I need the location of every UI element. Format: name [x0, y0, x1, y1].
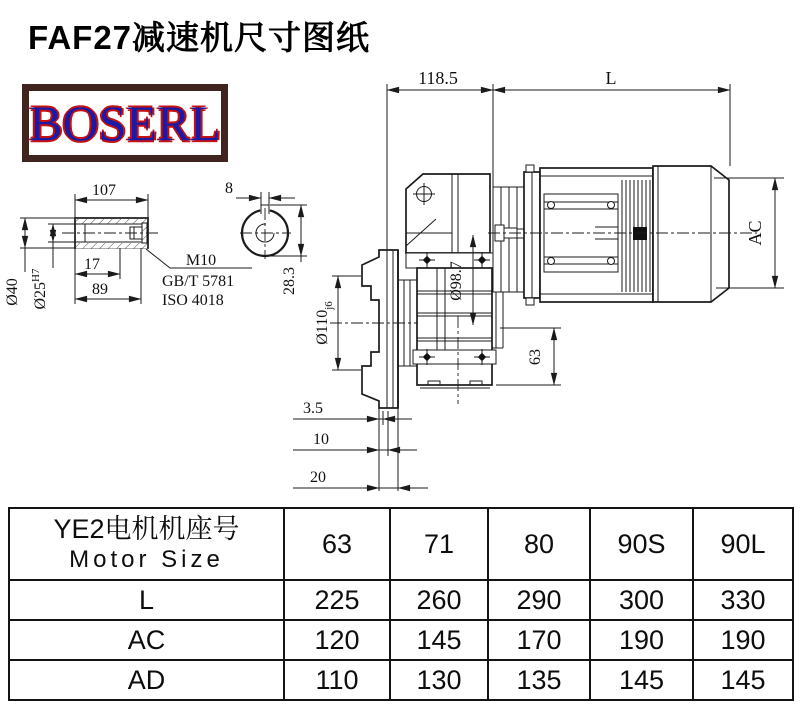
- table-col-90L: 90L: [693, 508, 793, 580]
- dim-20-label: 20: [310, 469, 326, 486]
- dim-d110j6-label: $Ø110_{j6}$: [314, 301, 335, 345]
- page-title: FAF27减速机尺寸图纸: [28, 19, 371, 56]
- table-cell: 130: [390, 660, 488, 700]
- table-cell: 135: [488, 660, 590, 700]
- motor-size-table: [8, 507, 794, 701]
- table-cell: 145: [390, 620, 488, 660]
- table-cell: 330: [693, 580, 793, 620]
- dim-10-label: 10: [313, 431, 329, 448]
- table-cell: 190: [693, 620, 793, 660]
- dim-35-label: 3.5: [303, 400, 323, 417]
- header-en: Motor Size: [69, 545, 224, 573]
- dim-63-label: 63: [527, 349, 544, 365]
- header-cn: YE2电机机座号: [53, 514, 240, 545]
- row-label: AC: [9, 620, 284, 660]
- row-label: L: [9, 580, 284, 620]
- table-cell: 120: [284, 620, 390, 660]
- table-cell: 110: [284, 660, 390, 700]
- table-col-71: 71: [390, 508, 488, 580]
- dim-89-label: 89: [92, 281, 108, 298]
- table-cell: 225: [284, 580, 390, 620]
- shaft-end-view: [225, 180, 307, 295]
- table-col-63: 63: [284, 508, 390, 580]
- dim-L-label: L: [605, 68, 617, 88]
- table-cell: 300: [590, 580, 693, 620]
- table-cell: 260: [390, 580, 488, 620]
- motor-outline: [524, 165, 729, 305]
- fan-cowl: [653, 166, 729, 302]
- main-assembly-view: [293, 68, 784, 491]
- dim-283-label: 28.3: [281, 267, 298, 295]
- dim-d40-label: Ø40: [4, 278, 21, 306]
- dim-8-label: 8: [225, 180, 233, 197]
- table-col-80: 80: [488, 508, 590, 580]
- dim-107-label: 107: [92, 182, 116, 199]
- boserl-logo-text: BOSERL: [29, 95, 221, 151]
- table-header-motor-size: [9, 508, 284, 580]
- row-label: AD: [9, 660, 284, 700]
- standard-iso-label: ISO 4018: [162, 292, 224, 309]
- dim-d987-label: Ø98.7: [448, 261, 465, 301]
- table-cell: 145: [590, 660, 693, 700]
- table-row-L: [9, 580, 793, 620]
- table-row-AC: [9, 620, 793, 660]
- table-cell: 170: [488, 620, 590, 660]
- table-cell: 290: [488, 580, 590, 620]
- dim-AC-label: AC: [745, 220, 765, 246]
- shaft-section-view: [4, 182, 252, 310]
- table-row-AD: [9, 660, 793, 700]
- thread-label: M10: [185, 252, 217, 269]
- table-col-90S: 90S: [590, 508, 693, 580]
- table-cell: 145: [693, 660, 793, 700]
- dim-1185-label: 118.5: [418, 68, 458, 88]
- standard-gbt-label: GB/T 5781: [162, 273, 235, 290]
- dim-17-label: 17: [84, 256, 100, 273]
- dim-d25h7-label: $Ø25^{H7}$: [30, 268, 49, 310]
- table-cell: 190: [590, 620, 693, 660]
